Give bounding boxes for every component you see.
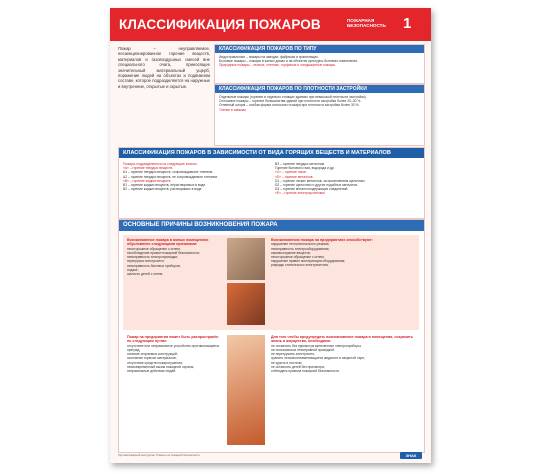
list-item: «С» – горение газов. — [275, 170, 307, 175]
list-item: В1 – горение жидких веществ, нерастворимых в воде. — [123, 183, 207, 188]
list-item: D2 – горение щелочных и других подобных металлов. — [275, 183, 358, 188]
list-item: В3 – горение твердых металлов. — [275, 162, 326, 166]
publisher-logo: ЗНАК — [400, 452, 422, 459]
list-item: самовозгорание веществ; — [271, 250, 311, 255]
list-item: Тление в завалах — [219, 107, 247, 112]
list-item: D1 – горение легких металлов, за исключением щелочных. — [275, 178, 366, 183]
subsection-title: Возникновение пожара в жилых помещениях обусловлено следующими причинами: — [127, 238, 209, 247]
poster-footer: Противопожарный инструктаж. Плакаты по пожарной безопасности. — [118, 454, 201, 457]
list-item: В2 – горение жидких веществ, растворимых в воде. — [123, 187, 203, 192]
list-item: А1 – горение твердых веществ, сопровождаемое тлением. — [123, 170, 214, 175]
list-item: не курить в постели; — [271, 360, 303, 365]
list-item: Отдельные пожары (горение в отдельно стоящих зданиях при невысокой плотности застройки). — [219, 95, 367, 99]
substance-left-column — [123, 162, 267, 191]
section-heading: КЛАССИФИКАЦИЯ ПОЖАРОВ ПО ПЛОТНОСТИ ЗАСТРОЙКИ — [215, 85, 424, 93]
list-item: неисправность электропроводки; — [127, 255, 178, 260]
substance-right-column — [275, 162, 420, 196]
list-item: неисправность бытовых приборов; — [127, 263, 181, 268]
causes-home-list — [127, 238, 222, 326]
list-item: соблюдать правила пожарной безопасности. — [271, 369, 340, 374]
list-item: Бытовые пожары – пожары в жилых домах и на объектах культурно-бытового назначения. — [219, 59, 358, 64]
illustration-photo — [227, 335, 265, 445]
list-item: А2 – горение твердых веществ, не сопровождаемое тлением. — [123, 174, 218, 179]
list-item: Природные пожары – лесные, степные, торфяные и ландшафтные пожары. — [219, 63, 336, 68]
list-item: скопление горючих материалов; — [127, 356, 177, 361]
poster-header — [110, 8, 431, 41]
subsection-title: Пожар на предприятии может быть распространён по следующим путям: — [127, 335, 219, 344]
list-item: неисправность электрооборудования; — [271, 246, 330, 251]
list-item: неправильные действия людей. — [127, 369, 177, 374]
list-item: «Е» – горение электроустановок. — [275, 191, 326, 196]
list-item: перегрузка электросети; — [127, 259, 165, 264]
spread-paths-list — [127, 335, 222, 447]
list-item: отсутствие средств пожаротушения; — [127, 360, 183, 365]
list-item: несвоевременный вызов пожарной охраны; — [127, 364, 195, 369]
list-item: поджог; — [127, 267, 139, 272]
list-item: «D» – горение металлов. — [275, 174, 314, 179]
list-item: неосторожное обращение с огнем; — [127, 246, 181, 251]
definition-text: Пожар – неуправляемое, несанкционированное горение веществ, материалов и газовоздушных смесей вне специального очага, приносящее значительный материальный ущерб, поражение людей на объектах и подвижном составе, которое подразделяется на наружные и внутренние, открытые и скрытые. — [118, 46, 210, 89]
section-by-substance — [118, 147, 425, 219]
safety-poster — [110, 8, 431, 463]
section-by-density — [214, 84, 425, 146]
section-causes — [118, 219, 425, 453]
illustration-photo — [227, 283, 265, 325]
list-item: D3 – горение металлосодержащих соединений. — [275, 187, 349, 192]
section-heading: ОСНОВНЫЕ ПРИЧИНЫ ВОЗНИКНОВЕНИЯ ПОЖАРА — [119, 220, 424, 231]
subsection-title: Возникновению пожара на предприятиях способствуют: — [271, 238, 373, 242]
poster-title: КЛАССИФИКАЦИЯ ПОЖАРОВ — [119, 17, 321, 32]
causes-enterprise-list — [271, 238, 416, 326]
poster-series: ПОЖАРНАЯ БЕЗОПАСНОСТЬ — [347, 18, 386, 29]
list-item: хранить легковоспламеняющиеся жидкости в закрытой таре; — [271, 356, 365, 361]
list-item: Огненный шторм – особая форма сплошного пожара при плотности застройки более 30 %. — [219, 103, 360, 108]
list-item: наличие сгораемых конструкций; — [127, 352, 178, 357]
list-item: «А» – горение твердых веществ. — [123, 166, 174, 171]
list-item: Индустриальные – пожары на заводах, фабриках и хранилищах. — [219, 55, 319, 59]
list-item: нарушение правил эксплуатации оборудования; — [271, 259, 346, 264]
illustration-photo — [227, 238, 265, 280]
list-item: не оставлять детей без присмотра; — [271, 364, 325, 369]
list-item: Сплошные пожары – горение большинства зданий при плотности застройки более 20–30 %. — [219, 99, 362, 104]
list-item: не пользоваться неисправной проводкой; — [271, 348, 335, 353]
section-by-type — [214, 44, 425, 84]
list-item: шалость детей с огнем. — [127, 272, 164, 277]
list-item: неосторожное обращение с огнем; — [271, 255, 325, 260]
prevention-list — [271, 335, 416, 447]
list-item: отсутствие или неправильное устройство противопожарных преград; — [127, 343, 220, 353]
list-item: не перегружать электросеть; — [271, 352, 316, 357]
list-item: Пожары подразделяются на следующие классы: — [123, 162, 198, 166]
list-item: «В» – горение жидких веществ. — [123, 178, 172, 183]
section-heading: КЛАССИФИКАЦИЯ ПОЖАРОВ ПО ТИПУ — [215, 45, 424, 53]
list-item: разряды статического электричества. — [271, 263, 329, 268]
list-item: нарушение технологического режима; — [271, 242, 330, 247]
poster-number: 1 — [403, 15, 412, 32]
list-item: не оставлять без присмотра включенные электроприборы; — [271, 343, 362, 348]
subsection-title: Для того чтобы предупредить возникновение пожара в помещении, сохранить жизнь и имущество, необходимо: — [271, 335, 414, 344]
section-heading: КЛАССИФИКАЦИЯ ПОЖАРОВ В ЗАВИСИМОСТИ ОТ ВИДА ГОРЯЩИХ ВЕЩЕСТВ И МАТЕРИАЛОВ — [119, 148, 424, 158]
list-item: Горение бытового газа, водорода и др. — [275, 166, 335, 171]
list-item: несоблюдение правил пожарной безопасности; — [127, 251, 200, 256]
